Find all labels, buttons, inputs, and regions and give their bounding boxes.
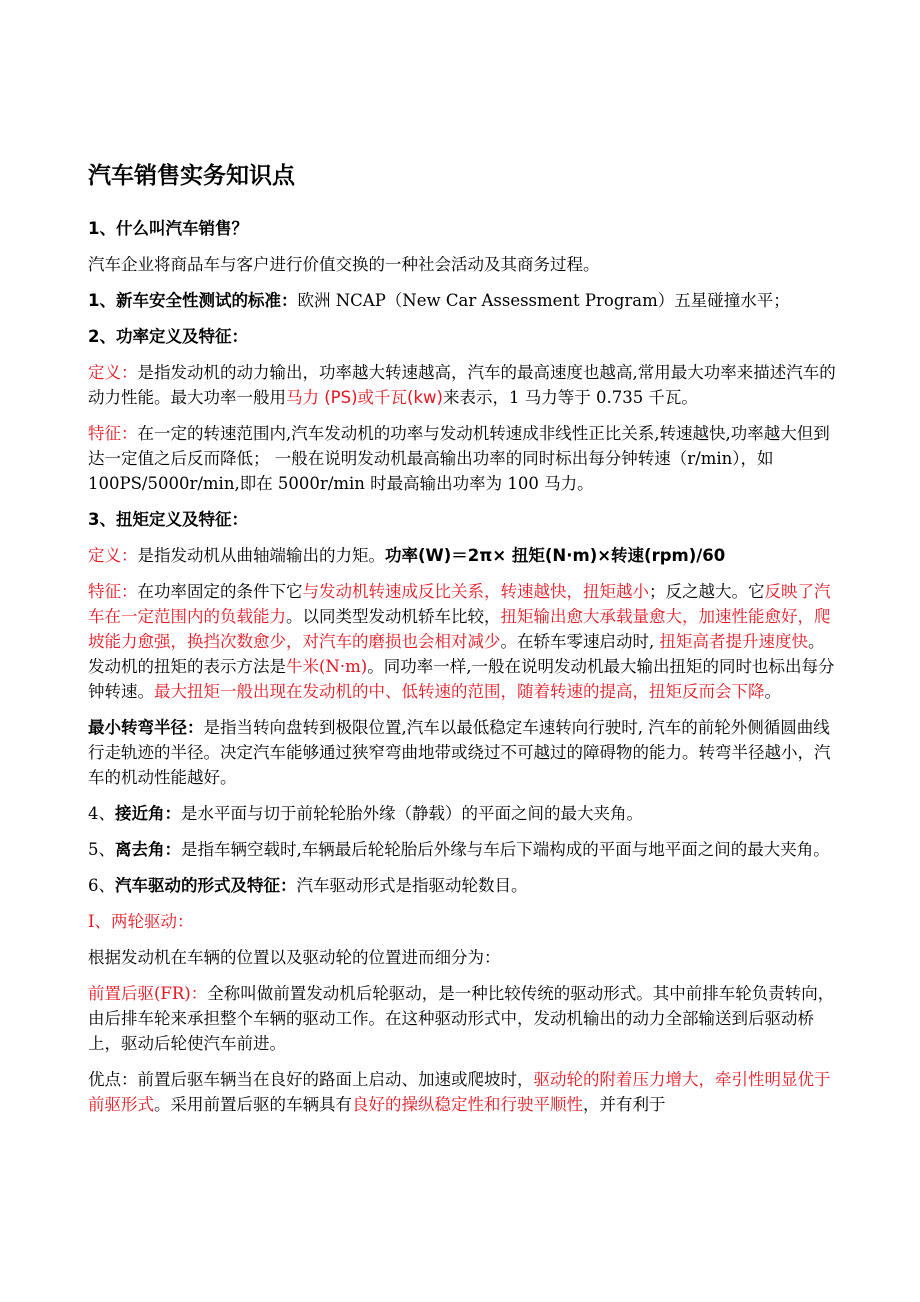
torque-feat-label: 特征： [88, 582, 138, 601]
document-page [88, 158, 840, 1128]
q1-heading: 1、什么叫汽车销售？ [88, 219, 248, 238]
fr-text: 全称叫做前置发动机后轮驱动，是一种比较传统的驱动形式。其中前排车轮负责转向，由后排车轮来承担整个车辆的驱动工作。在这种驱动形式中，发动机输出的动力全部输送到后驱动桥上，驱动后轮使汽车前进。 [88, 984, 835, 1053]
power-feature [88, 421, 840, 496]
adv-t1: 前置后驱车辆当在良好的路面上启动、加速或爬坡时， [137, 1070, 534, 1089]
torque-f12: 最大扭矩一般出现在发动机的中、低转速的范围，随着转速的提高，扭矩反而会下降 [154, 682, 765, 701]
torque-f4: 反映了汽车在一定范围内的负载能力 [88, 582, 831, 626]
subdivide-text: 根据发动机在车辆的位置以及驱动轮的位置进而细分为： [88, 948, 501, 967]
approach-heading: 接近角： [115, 804, 181, 823]
torque-f5: 。以同类型发动机轿车比较， [286, 607, 501, 626]
turning-heading: 最小转弯半径： [88, 718, 204, 737]
drive-text: 汽车驱动形式是指驱动轮数目。 [296, 876, 528, 895]
adv-label: 优点： [88, 1070, 138, 1089]
torque-f11: 。同功率一样,一般在说明发动机最大输出扭矩的同时也标出每分钟转速。 [88, 657, 835, 701]
departure-angle [88, 837, 840, 862]
ncap-text: 欧洲 NCAP（New Car Assessment Program）五星碰撞水平； [297, 291, 790, 310]
approach-number: 4、 [88, 804, 115, 823]
power-feat-text: 在一定的转速范围内,汽车发动机的功率与发动机转速成非线性正比关系,转速越快,功率越大但到达一定值之后反而降低； 一般在说明发动机最高输出功率的同时标出每分钟转速（r/min），如 100PS/5000r/min,即在 5000r/min 时最高输出功率为 100 马力。 [88, 424, 830, 493]
torque-f9: 。发动机的扭矩的表示方法是 [88, 632, 825, 676]
advantage-paragraph [88, 1067, 840, 1117]
torque-heading-text: 3、扭矩定义及特征： [88, 510, 248, 529]
ncap-heading: 1、新车安全性测试的标准： [88, 291, 298, 310]
turning-text: 是指当转向盘转到极限位置,汽车以最低稳定车速转向行驶时, 汽车的前轮外侧循圆曲线行走轨迹的半径。决定汽车能够通过狭窄弯曲地带或绕过不可越过的障碍物的能力。转弯半径越小，汽车的机动性能越好。 [88, 718, 831, 787]
departure-heading: 离去角： [115, 840, 181, 859]
power-def-label: 定义： [88, 363, 138, 382]
adv-t3: ，并有利于 [583, 1095, 666, 1114]
drive-number: 6、 [88, 876, 115, 895]
departure-number: 5、 [88, 840, 115, 859]
power-definition [88, 360, 840, 410]
power-heading [88, 324, 840, 349]
torque-f13: 。 [764, 682, 781, 701]
sales-definition: 汽车企业将商品车与客户进行价值交换的一种社会活动及其商务过程。 [88, 255, 600, 274]
drive-heading: 汽车驱动的形式及特征： [115, 876, 297, 895]
torque-f1: 在功率固定的条件下它 [137, 582, 303, 601]
fr-label: 前置后驱(FR)： [88, 984, 208, 1003]
torque-def-text: 是指发动机从曲轴端输出的力矩。 [137, 546, 385, 565]
adv-r2: 良好的操纵稳定性和行驶平顺性 [352, 1095, 583, 1114]
power-def-text2: 来表示，1 马力等于 0.735 千瓦。 [442, 388, 698, 407]
torque-definition [88, 543, 840, 568]
torque-formula: 功率(W)＝2π× 扭矩(N·m)×转速(rpm)/60 [385, 546, 726, 565]
torque-heading [88, 507, 840, 532]
document-title: 汽车销售实务知识点 [88, 163, 295, 189]
power-heading-text: 2、功率定义及特征： [88, 327, 248, 346]
fr-paragraph [88, 981, 840, 1056]
power-def-text1: 是指发动机的动力输出，功率越大转速越高，汽车的最高速度也越高,常用最大功率来描述汽车的动力性能。最大功率一般用 [88, 363, 836, 407]
turning-radius [88, 715, 840, 790]
departure-text: 是指车辆空载时,车辆最后轮轮胎后外缘与车后下端构成的平面与地平面之间的最大夹角。 [181, 840, 830, 859]
torque-f2: 与发动机转速成反比关系，转速越快，扭矩越小 [302, 582, 649, 601]
torque-f6: 扭矩输出愈大承载量愈大，加速性能愈好，爬坡能力愈强，换挡次数愈少，对汽车的磨损也会相对减少 [88, 607, 831, 651]
approach-angle [88, 801, 840, 826]
torque-f7: 。在轿车零速启动时, [500, 632, 660, 651]
torque-feature [88, 579, 840, 704]
approach-text: 是水平面与切于前轮轮胎外缘（静载）的平面之间的最大夹角。 [181, 804, 643, 823]
torque-f8: 扭矩高者提升速度快 [659, 632, 808, 651]
drive-form [88, 873, 840, 898]
power-unit-highlight: 马力 (PS)或千瓦(kw) [286, 388, 443, 407]
power-feat-label: 特征： [88, 424, 138, 443]
torque-f3: ；反之越大。它 [649, 582, 765, 601]
torque-f10: 牛米(N·m) [286, 657, 368, 676]
adv-r1: 驱动轮的附着压力增大，牵引性明显优于前驱形式 [88, 1070, 831, 1114]
question-heading [88, 216, 840, 241]
torque-def-label: 定义： [88, 546, 138, 565]
adv-t2: 。采用前置后驱的车辆具有 [154, 1095, 352, 1114]
ncap-paragraph [88, 288, 840, 313]
two-wheel-heading: Ⅰ、两轮驱动： [88, 912, 194, 931]
